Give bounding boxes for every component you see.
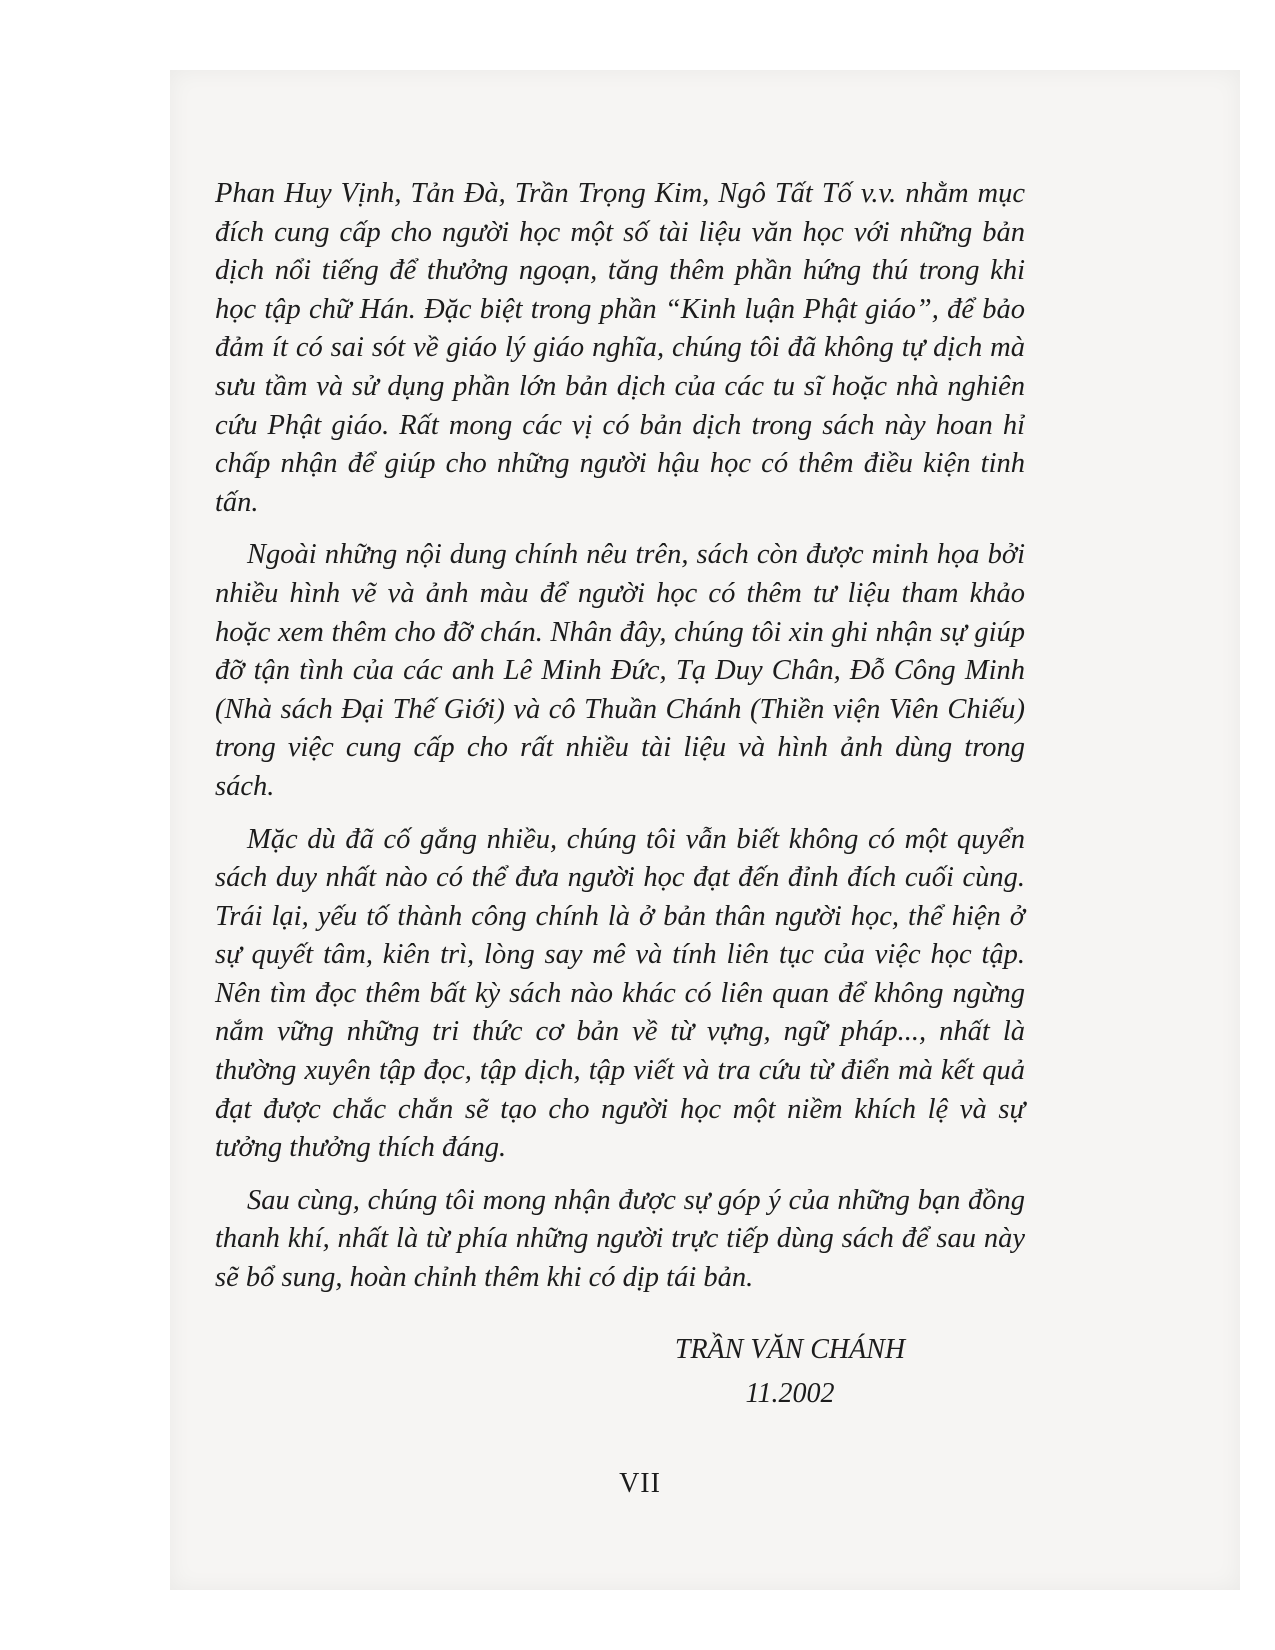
signature-date: 11.2002 — [745, 1378, 835, 1409]
paragraph-illustrations: Ngoài những nội dung chính nêu trên, sách còn được minh họa bởi nhiều hình vẽ và ảnh màu để người học có thêm tư liệu tham khảo hoặc xem thêm cho đỡ chán. Nhân đây, chúng tôi xin ghi nhận sự giúp đỡ tận tình của các anh Lê Minh Đức, Tạ Duy Chân, Đỗ Công Minh (Nhà sách Đại Thế Giới) và cô Thuần Chánh (Thiền viện Viên Chiếu) trong việc cung cấp cho rất nhiều tài liệu và hình ảnh dùng trong sách. — [215, 539, 1025, 802]
page-number: VII — [619, 1468, 661, 1499]
paragraph-study-advice: Mặc dù đã cố gắng nhiều, chúng tôi vẫn biết không có một quyển sách duy nhất nào có thể đưa người học đạt đến đỉnh đích cuối cùng. Trái lại, yếu tố thành công chính là ở bản thân người học, thể hiện ở sự quyết tâm, kiên trì, lòng say mê và tính liên tục của việc học tập. Nên tìm đọc thêm bất kỳ sách nào khác có liên quan để không ngừng nắm vững những tri thức cơ bản về từ vựng, ngữ pháp..., nhất là thường xuyên tập đọc, tập dịch, tập viết và tra cứu từ điển mà kết quả đạt được chắc chắn sẽ tạo cho người học một niềm khích lệ và sự tưởng thưởng thích đáng. — [215, 823, 1025, 1164]
author-signature — [600, 1330, 980, 1414]
paragraph-continuation: Phan Huy Vịnh, Tản Đà, Trần Trọng Kim, Ngô Tất Tố v.v. nhằm mục đích cung cấp cho người học một số tài liệu văn học với những bản dịch nổi tiếng để thưởng ngoạn, tăng thêm phần hứng thú trong khi học tập chữ Hán. Đặc biệt trong phần “Kinh luận Phật giáo”, để bảo đảm ít có sai sót về giáo lý giáo nghĩa, chúng tôi đã không tự dịch mà sưu tầm và sử dụng phần lớn bản dịch của các tu sĩ hoặc nhà nghiên cứu Phật giáo. Rất mong các vị có bản dịch trong sách này hoan hỉ chấp nhận để giúp cho những người hậu học có thêm điều kiện tinh tấn. — [215, 178, 1025, 518]
author-name: TRẦN VĂN CHÁNH — [674, 1334, 906, 1365]
paragraph-closing: Sau cùng, chúng tôi mong nhận được sự góp ý của những bạn đồng thanh khí, nhất là từ phía những người trực tiếp dùng sách để sau này sẽ bổ sung, hoàn chỉnh thêm khi có dịp tái bản. — [215, 1184, 1025, 1294]
body-text — [215, 175, 1025, 1312]
